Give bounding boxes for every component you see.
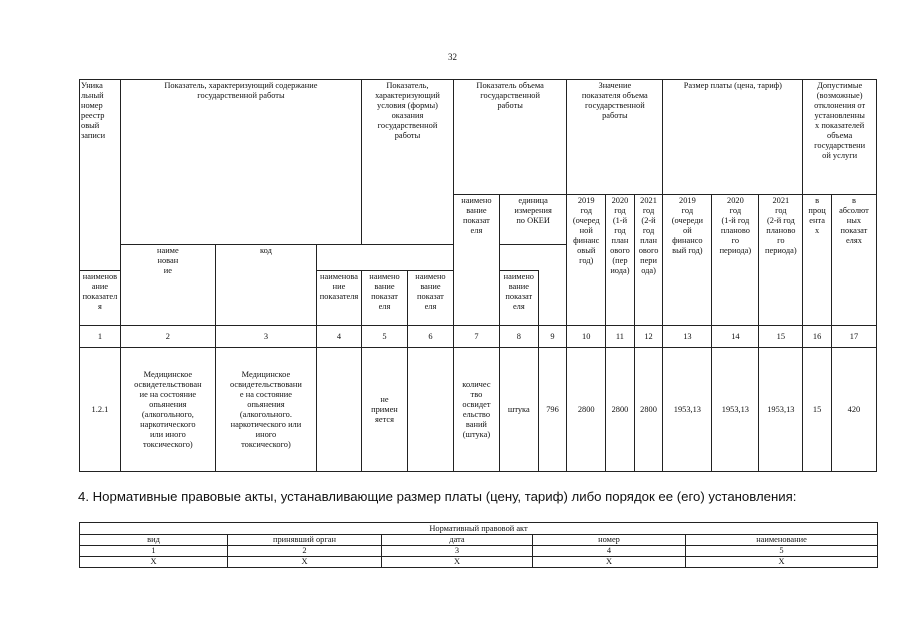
legal-act-value: Х [382,557,533,568]
content-value-1: Медицинское освидетельствован ие на состояние опьянения (алкогольного, наркотического или иного токсического) [120,348,215,472]
legal-act-header: дата [382,535,533,546]
unit-code-value: 796 [538,348,567,472]
volume-2020-value: 2800 [606,348,635,472]
content-value-3 [317,348,362,472]
fee-2020-value: 1953,13 [712,348,759,472]
header-volume-indicator: Показатель объема государственной работы [453,80,566,195]
column-number: 3 [215,326,316,348]
header-deviation-absolute: в абсолют ных показат елях [831,195,876,326]
deviation-absolute-value: 420 [831,348,876,472]
section-4-heading: 4. Нормативные правовые акты, устанавливающие размер платы (цену, тариф) либо порядок ее (его) установления: [78,489,797,504]
header-conditions-indicator: Показатель, характеризующий условия (формы) оказания государственной работы [361,80,453,245]
legal-act-value: Х [533,557,686,568]
column-number: 8 [499,326,538,348]
header-content-indicator: Показатель, характеризующий содержание государственной работы [120,80,361,245]
column-number: 17 [831,326,876,348]
table-row [80,557,878,568]
registry-number: 1.2.1 [80,348,121,472]
table-row [80,348,877,472]
column-number: 2 [120,326,215,348]
legal-act-title: Нормативный правовой акт [80,523,878,535]
volume-2021-value: 2800 [634,348,663,472]
fee-2019-value: 1953,13 [663,348,712,472]
fee-2021-value: 1953,13 [759,348,803,472]
column-number: 16 [803,326,832,348]
header-okei-code: код [215,245,316,326]
header-fee-2021: 2021 год (2-й год планово го периода) [759,195,803,326]
legal-act-column-number: 1 [80,546,228,557]
column-number: 13 [663,326,712,348]
header-volume-2021: 2021 год (2-й год план ового пери ода) [634,195,663,326]
column-number: 10 [567,326,606,348]
legal-act-header-row [80,535,878,546]
header-unique-number: Уника льный номер реестр овый записи [80,80,121,271]
legal-act-column-number: 4 [533,546,686,557]
legal-act-value: Х [80,557,228,568]
column-number: 7 [453,326,499,348]
column-number: 9 [538,326,567,348]
header-condition-name-1: наимено вание показат еля [407,271,453,326]
page-number: 32 [448,52,457,62]
state-work-volume-table [79,79,877,472]
header-deviation-percent: в проц ента х [803,195,832,326]
header-fee-2019: 2019 год (очереди ой финансо вый год) [663,195,712,326]
header-volume-value: Значение показателя объема государственной работы [567,80,663,195]
header-deviations: Допустимые (возможные) отклонения от установленны х показателей объема государствени ой услуги [803,80,877,195]
header-volume-2019: 2019 год (очеред ной финанс овый год) [567,195,606,326]
header-okei-name: наиме нован ие [120,245,215,326]
column-number-row [80,326,877,348]
column-number: 5 [361,326,407,348]
column-number: 15 [759,326,803,348]
legal-act-header: вид [80,535,228,546]
column-number: 6 [407,326,453,348]
unit-name-value: штука [499,348,538,472]
column-number: 1 [80,326,121,348]
volume-2019-value: 2800 [567,348,606,472]
legal-act-header: наименование [686,535,878,546]
column-number: 11 [606,326,635,348]
header-content-name-2: наименование показателя [317,271,362,326]
column-number: 4 [317,326,362,348]
header-fee-2020: 2020 год (1-й год планово го периода) [712,195,759,326]
header-content-name-1: наименование показателя [80,271,121,326]
legal-acts-table [79,522,878,568]
volume-indicator-value: количес тво освидет ельство ваний (штука) [453,348,499,472]
column-number: 12 [634,326,663,348]
condition-value-1: не примен яется [361,348,407,472]
legal-act-number-row [80,546,878,557]
header-volume-2020: 2020 год (1-й год план ового (пер иода) [606,195,635,326]
legal-act-column-number: 2 [228,546,382,557]
header-indicator-name: наимено вание показат еля [453,195,499,326]
content-value-2: Медицинское освидетельствовани е на состояние опьянения (алкогольного. наркотического или иного токсического) [215,348,316,472]
legal-act-column-number: 5 [686,546,878,557]
legal-act-header: принявший орган [228,535,382,546]
legal-act-header: номер [533,535,686,546]
deviation-percent-value: 15 [803,348,832,472]
condition-value-2 [407,348,453,472]
header-condition-name-2: наимено вание показат еля [499,271,538,326]
header-okei-unit: единица измерения по ОКЕИ [499,195,566,245]
legal-act-value: Х [686,557,878,568]
legal-act-column-number: 3 [382,546,533,557]
header-content-name-3: наимено вание показат еля [361,271,407,326]
legal-act-value: Х [228,557,382,568]
header-fee: Размер платы (цена, тариф) [663,80,803,195]
column-number: 14 [712,326,759,348]
